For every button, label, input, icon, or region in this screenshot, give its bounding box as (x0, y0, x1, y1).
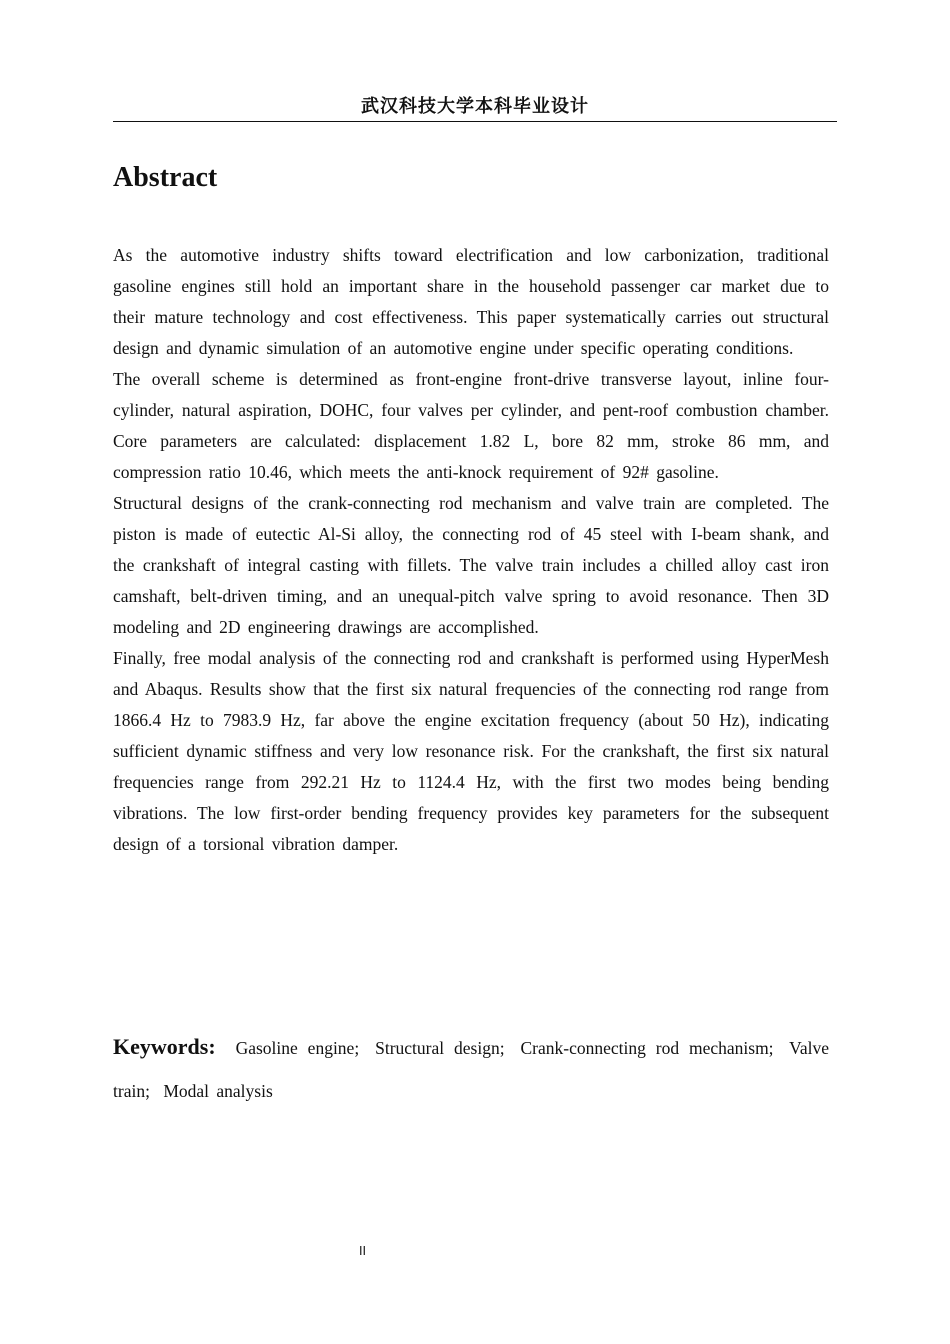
keyword-item: Gasoline engine; (235, 1038, 360, 1058)
keyword-item: Structural design; (375, 1038, 505, 1058)
page-number: II (359, 1244, 367, 1258)
keyword-item: Modal analysis (163, 1081, 273, 1101)
keyword-item: Crank-connecting rod mechanism; (520, 1038, 774, 1058)
keyword-item: Valve train; (113, 1038, 829, 1101)
abstract-body (113, 240, 829, 860)
running-header: 武汉科技大学本科毕业设计 (361, 96, 589, 117)
keywords-block (113, 1025, 829, 1113)
abstract-title: Abstract (113, 162, 218, 193)
abstract-paragraph: The overall scheme is determined as front-engine front-drive transverse layout, inline four-cylinder, natural aspiration, DOHC, four valves per cylinder, and pent-roof combustion chamber. Core parameters are calculated: displacement 1.82 L, bore 82 mm, stroke 86 mm, and compression ratio 10.46, which meets the anti-knock requirement of 92# gasoline. (113, 369, 829, 482)
abstract-paragraph: Finally, free modal analysis of the connecting rod and crankshaft is performed using HyperMesh and Abaqus. Results show that the first six natural frequencies of the connecting rod range from 1866.4 Hz to 7983.9 Hz, far above the engine excitation frequency (about 50 Hz), indicating sufficient dynamic stiffness and very low resonance risk. For the crankshaft, the first six natural frequencies range from 292.21 Hz to 1124.4 Hz, with the first two modes being bending vibrations. The low first-order bending frequency provides key parameters for the subsequent design of a torsional vibration damper. (113, 648, 829, 854)
header-rule (113, 121, 837, 122)
abstract-paragraph: As the automotive industry shifts toward electrification and low carbonization, traditional gasoline engines still hold an important share in the household passenger car market due to their mature technology and cost effectiveness. This paper systematically carries out structural design and dynamic simulation of an automotive engine under specific operating conditions. (113, 245, 829, 358)
abstract-paragraph: Structural designs of the crank-connecting rod mechanism and valve train are completed. The piston is made of eutectic Al-Si alloy, the connecting rod of 45 steel with I-beam shank, and the crankshaft of integral casting with fillets. The valve train includes a chilled alloy cast iron camshaft, belt-driven timing, and an unequal-pitch valve spring to avoid resonance. Then 3D modeling and 2D engineering drawings are accomplished. (113, 493, 829, 637)
keywords-label: Keywords: (113, 1034, 216, 1059)
